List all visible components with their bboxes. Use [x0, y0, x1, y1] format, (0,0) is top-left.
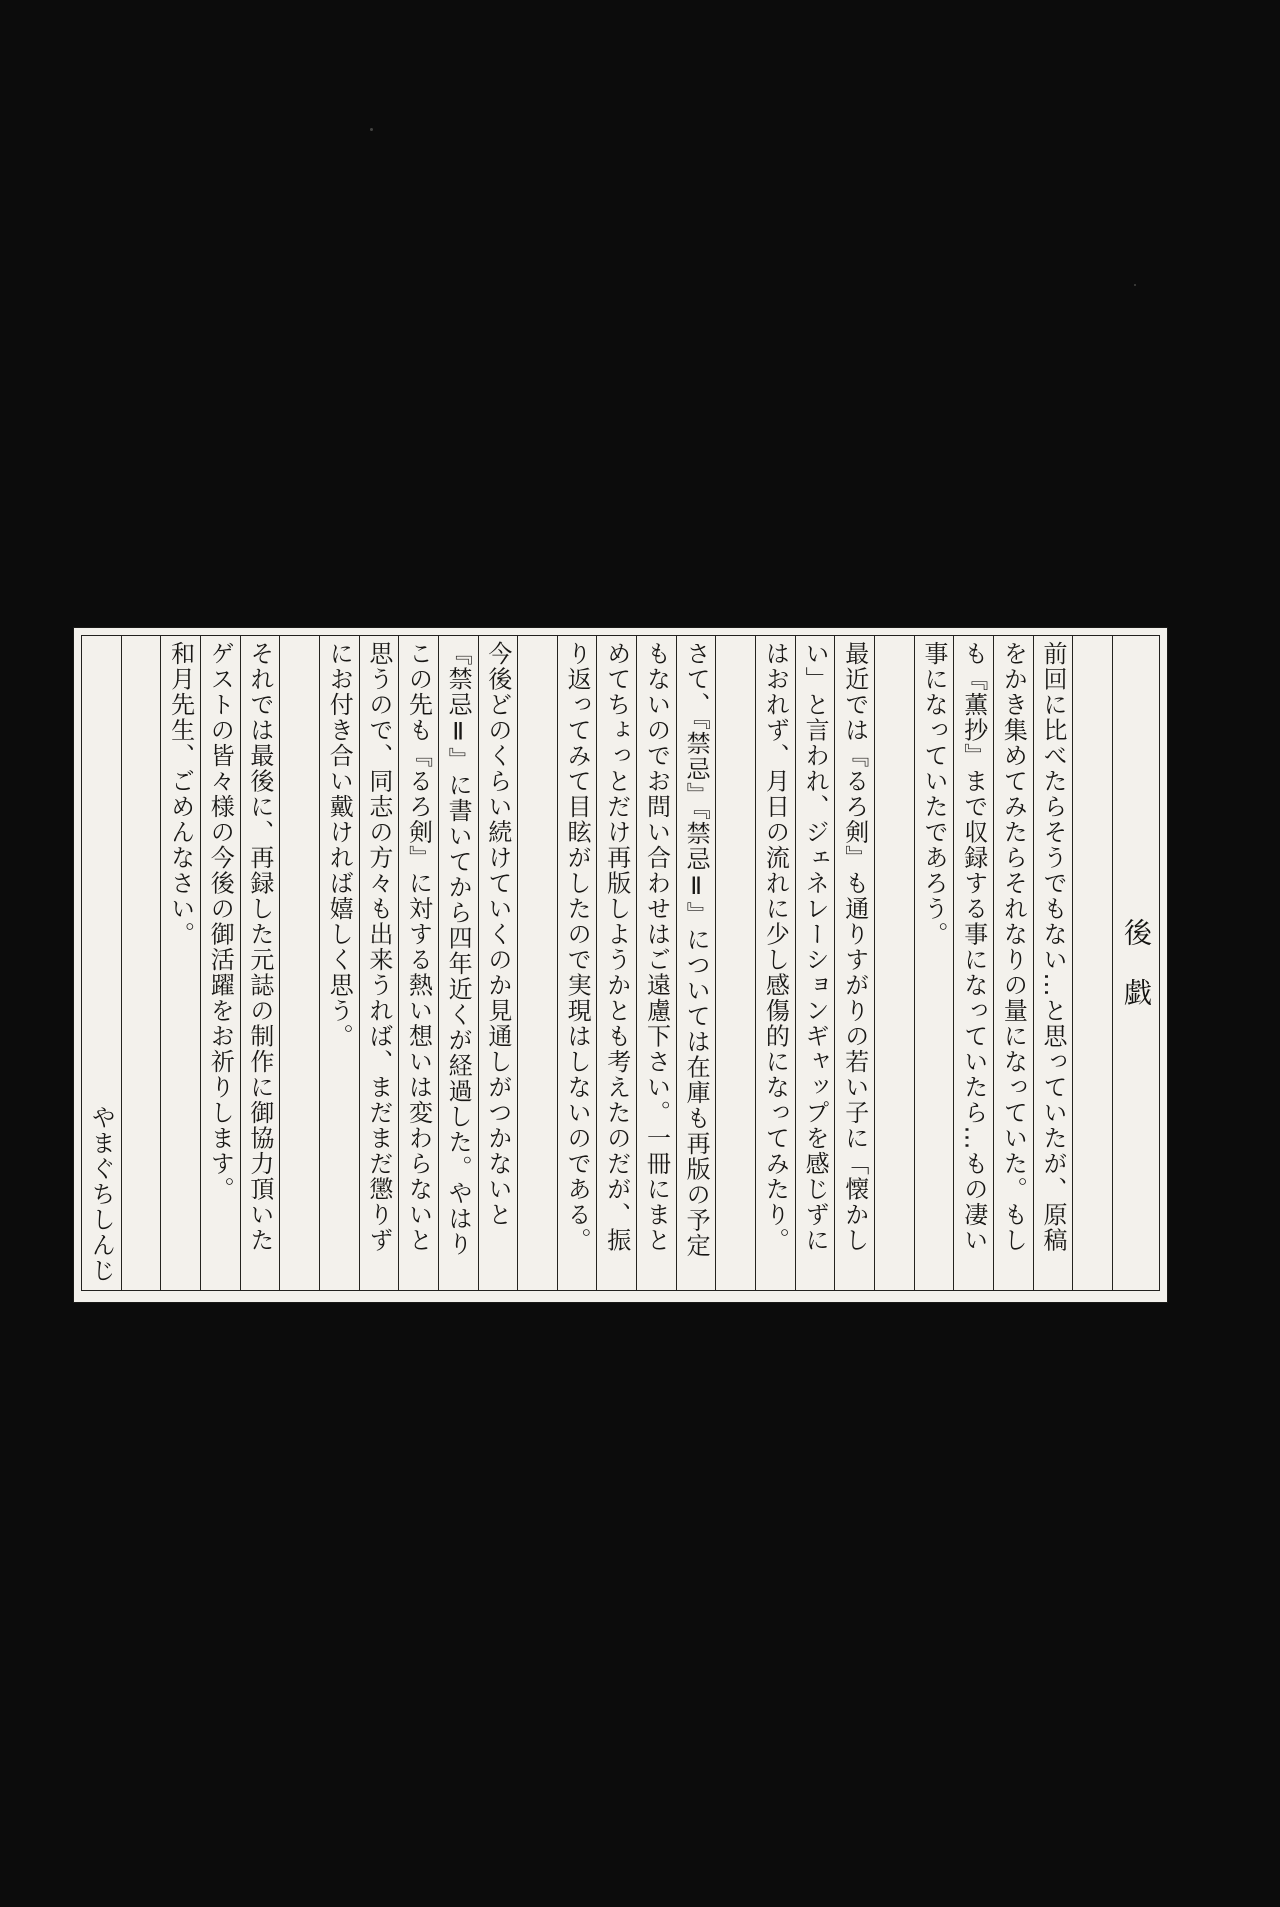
body-text: はおれず、月日の流れに少し感傷的になってみたり。 — [761, 641, 790, 1253]
text-column — [478, 636, 518, 1290]
text-column — [993, 636, 1033, 1290]
body-text: にお付き合い戴ければ嬉しく思う。 — [325, 641, 354, 1049]
body-text: り返ってみて目眩がしたので実現はしないのである。 — [563, 641, 592, 1253]
body-text: 思うので、同志の方々も出来うれば、まだまだ懲りず — [364, 641, 393, 1253]
body-text: 事になっていたであろう。 — [920, 641, 949, 947]
empty-column — [517, 636, 557, 1290]
body-text: い」と言われ、ジェネレーションギャップを感じずに — [801, 641, 830, 1253]
text-column — [914, 636, 954, 1290]
dust-speck — [1134, 284, 1136, 286]
dust-speck — [370, 128, 373, 131]
ruled-frame — [81, 635, 1160, 1291]
body-text: 最近では『るろ剣』も通りすがりの若い子に「懐かし — [840, 641, 869, 1253]
author-signature: やまぐちしんじ — [87, 1104, 116, 1283]
body-text: 『禁忌Ⅱ』に書いてから四年近くが経過した。やはり — [444, 641, 473, 1257]
text-column — [755, 636, 795, 1290]
text-column — [200, 636, 240, 1290]
body-text: 今後どのくらい続けていくのか見通しがつかないと — [483, 641, 512, 1228]
afterword-sheet — [74, 628, 1167, 1302]
body-text: それでは最後に、再録した元誌の制作に御協力頂いた — [245, 641, 274, 1253]
text-column — [636, 636, 676, 1290]
body-text: さて、『禁忌』『禁忌Ⅱ』については在庫も再版の予定 — [682, 641, 711, 1259]
empty-column — [715, 636, 755, 1290]
text-column — [240, 636, 280, 1290]
body-text: 和月先生、ごめんなさい。 — [166, 641, 195, 947]
text-column — [596, 636, 636, 1290]
body-text: ゲストの皆々様の今後の御活躍をお祈りします。 — [206, 641, 235, 1202]
body-text: もないのでお問い合わせはご遠慮下さい。一冊にまと — [642, 641, 671, 1253]
text-column — [160, 636, 200, 1290]
text-column — [1033, 636, 1073, 1290]
text-column — [834, 636, 874, 1290]
text-column — [398, 636, 438, 1290]
text-column — [557, 636, 597, 1290]
body-text: めてちょっとだけ再版しようかとも考えたのだが、振 — [602, 641, 631, 1253]
body-text: 前回に比べたらそうでもない…と思っていたが、原稿 — [1039, 641, 1068, 1253]
text-column — [359, 636, 399, 1290]
text-column — [319, 636, 359, 1290]
empty-column — [1072, 636, 1112, 1290]
body-text: をかき集めてみたらそれなりの量になっていた。もし — [999, 641, 1028, 1253]
text-column — [676, 636, 716, 1290]
empty-column — [874, 636, 914, 1290]
empty-column — [121, 636, 161, 1290]
signature-column — [82, 636, 121, 1290]
empty-column — [279, 636, 319, 1290]
page-title: 後 戯 — [1120, 918, 1153, 1008]
body-text: も『薫抄』まで収録する事になっていたら…もの凄い — [959, 641, 988, 1253]
text-column — [438, 636, 478, 1290]
text-column — [795, 636, 835, 1290]
title-column — [1112, 636, 1159, 1290]
body-text: この先も『るろ剣』に対する熱い想いは変わらないと — [404, 641, 433, 1253]
text-column — [953, 636, 993, 1290]
